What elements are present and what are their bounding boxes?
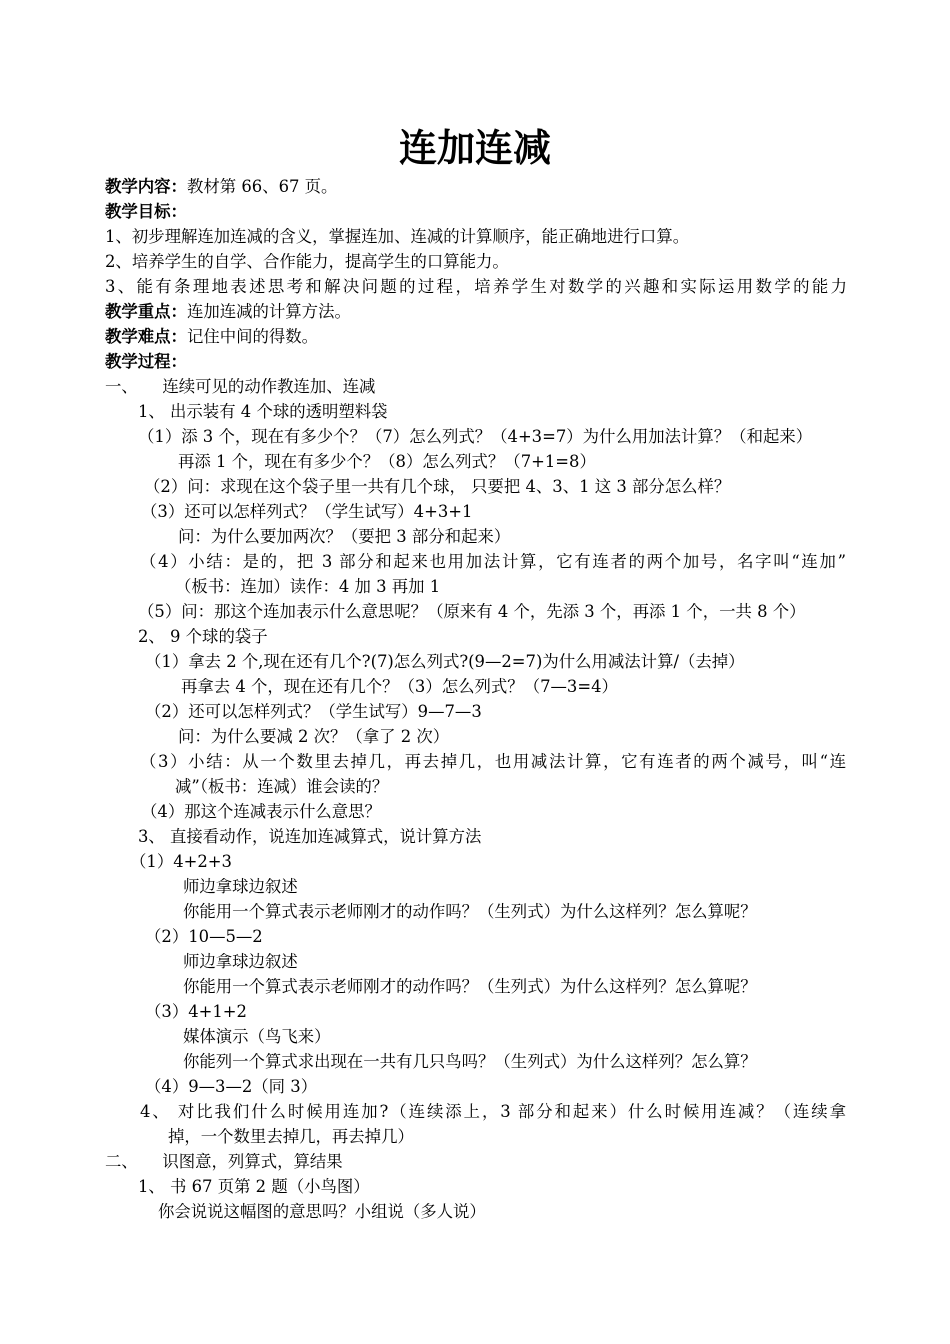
body-line: （板书：连加）读作：4 加 3 再加 1 bbox=[175, 577, 441, 596]
body-line: （1）拿去 2 个,现在还有几个?(7)怎么列式?(9—2=7)为什么用减法计算/（去掉） bbox=[145, 652, 745, 671]
section-label: 教学重点： bbox=[105, 302, 187, 321]
body-line: 你能列一个算式求出现在一共有几只鸟吗？（生列式）为什么这样列？怎么算？ bbox=[183, 1052, 757, 1071]
subsection-heading: 4、 对比我们什么时候用连加?（连续添上，3 部分和起来）什么时候用连减？（连续拿 bbox=[140, 1102, 846, 1121]
process-heading bbox=[105, 350, 187, 374]
body-line: 再拿去 4 个，现在还有几个？（3）怎么列式？（7—3=4） bbox=[181, 677, 618, 696]
line-text: 记住中间的得数。 bbox=[186, 327, 319, 346]
body-line: （3）4+1+2 bbox=[145, 1002, 247, 1021]
teaching-goals-heading bbox=[105, 200, 187, 224]
body-line: （3）还可以怎样列式？（学生试写）4+3+1 bbox=[141, 502, 473, 521]
body-line: 师边拿球边叙述 bbox=[183, 877, 298, 896]
goal-line: 2、培养学生的自学、合作能力，提高学生的口算能力。 bbox=[105, 252, 509, 271]
body-line: （1）4+2+3 bbox=[130, 852, 232, 871]
body-line: （2）问：求现在这个袋子里一共有几个球， 只要把 4、3、1 这 3 部分怎么样？ bbox=[144, 477, 731, 496]
goal-line: 3、能有条理地表述思考和解决问题的过程，培养学生对数学的兴趣和实际运用数学的能力 bbox=[105, 277, 847, 296]
teaching-content-line bbox=[105, 175, 337, 199]
section-label: 教学内容： bbox=[105, 177, 187, 196]
subsection-heading: 1、 出示装有 4 个球的透明塑料袋 bbox=[138, 402, 388, 421]
body-line: （4）9—3—2（同 3） bbox=[145, 1077, 318, 1096]
page-title: 连加连减 bbox=[398, 126, 551, 170]
body-line: （2）还可以怎样列式？（学生试写）9—7—3 bbox=[145, 702, 482, 721]
body-line: 再添 1 个，现在有多少个？（8）怎么列式？（7+1=8） bbox=[178, 452, 596, 471]
body-line: 你会说说这幅图的意思吗？小组说（多人说） bbox=[158, 1202, 486, 1221]
body-line: （4）小结：是的，把 3 部分和起来也用加法计算，它有连者的两个加号，名字叫“连加” bbox=[140, 552, 846, 571]
subsection-heading: 1、 书 67 页第 2 题（小鸟图） bbox=[138, 1177, 370, 1196]
body-line: 减”（板书：连减）谁会读的？ bbox=[175, 777, 389, 796]
body-line: （2）10—5—2 bbox=[145, 927, 263, 946]
section-label: 教学难点： bbox=[105, 327, 187, 346]
body-line: 问：为什么要减 2 次？（拿了 2 次） bbox=[178, 727, 450, 746]
body-line: 媒体演示（鸟飞来） bbox=[183, 1027, 331, 1046]
difficulty-line bbox=[105, 325, 318, 349]
section-heading: 二、 识图意，列算式，算结果 bbox=[105, 1152, 343, 1171]
body-line: （3）小结：从一个数里去掉几，再去掉几，也用减法计算，它有连者的两个减号，叫“连 bbox=[140, 752, 846, 771]
body-line: （4）那这个连减表示什么意思？ bbox=[141, 802, 381, 821]
body-line: （5）问：那这个连加表示什么意思呢？（原来有 4 个，先添 3 个，再添 1 个，一共 8 个） bbox=[138, 602, 806, 621]
body-line: 掉，一个数里去掉几，再去掉几） bbox=[168, 1127, 414, 1146]
body-line: 你能用一个算式表示老师刚才的动作吗？（生列式）为什么这样列？怎么算呢？ bbox=[183, 902, 757, 921]
section-label: 教学目标： bbox=[105, 202, 187, 221]
line-text: 连加连减的计算方法。 bbox=[186, 302, 351, 321]
body-line: 问：为什么要加两次？（要把 3 部分和起来） bbox=[178, 527, 511, 546]
body-line: 师边拿球边叙述 bbox=[183, 952, 298, 971]
subsection-heading: 3、 直接看动作，说连加连减算式，说计算方法 bbox=[138, 827, 482, 846]
goal-line: 1、初步理解连加连减的含义，掌握连加、连减的计算顺序，能正确地进行口算。 bbox=[105, 227, 690, 246]
line-text: 教材第 66、67 页。 bbox=[186, 177, 338, 196]
body-line: （1）添 3 个，现在有多少个？（7）怎么列式？（4+3=7）为什么用加法计算？（和起来） bbox=[138, 427, 813, 446]
section-label: 教学过程： bbox=[105, 352, 187, 371]
key-point-line bbox=[105, 300, 351, 324]
body-line: 你能用一个算式表示老师刚才的动作吗？（生列式）为什么这样列？怎么算呢？ bbox=[183, 977, 757, 996]
subsection-heading: 2、 9 个球的袋子 bbox=[138, 627, 268, 646]
section-heading: 一、 连续可见的动作教连加、连减 bbox=[105, 377, 376, 396]
